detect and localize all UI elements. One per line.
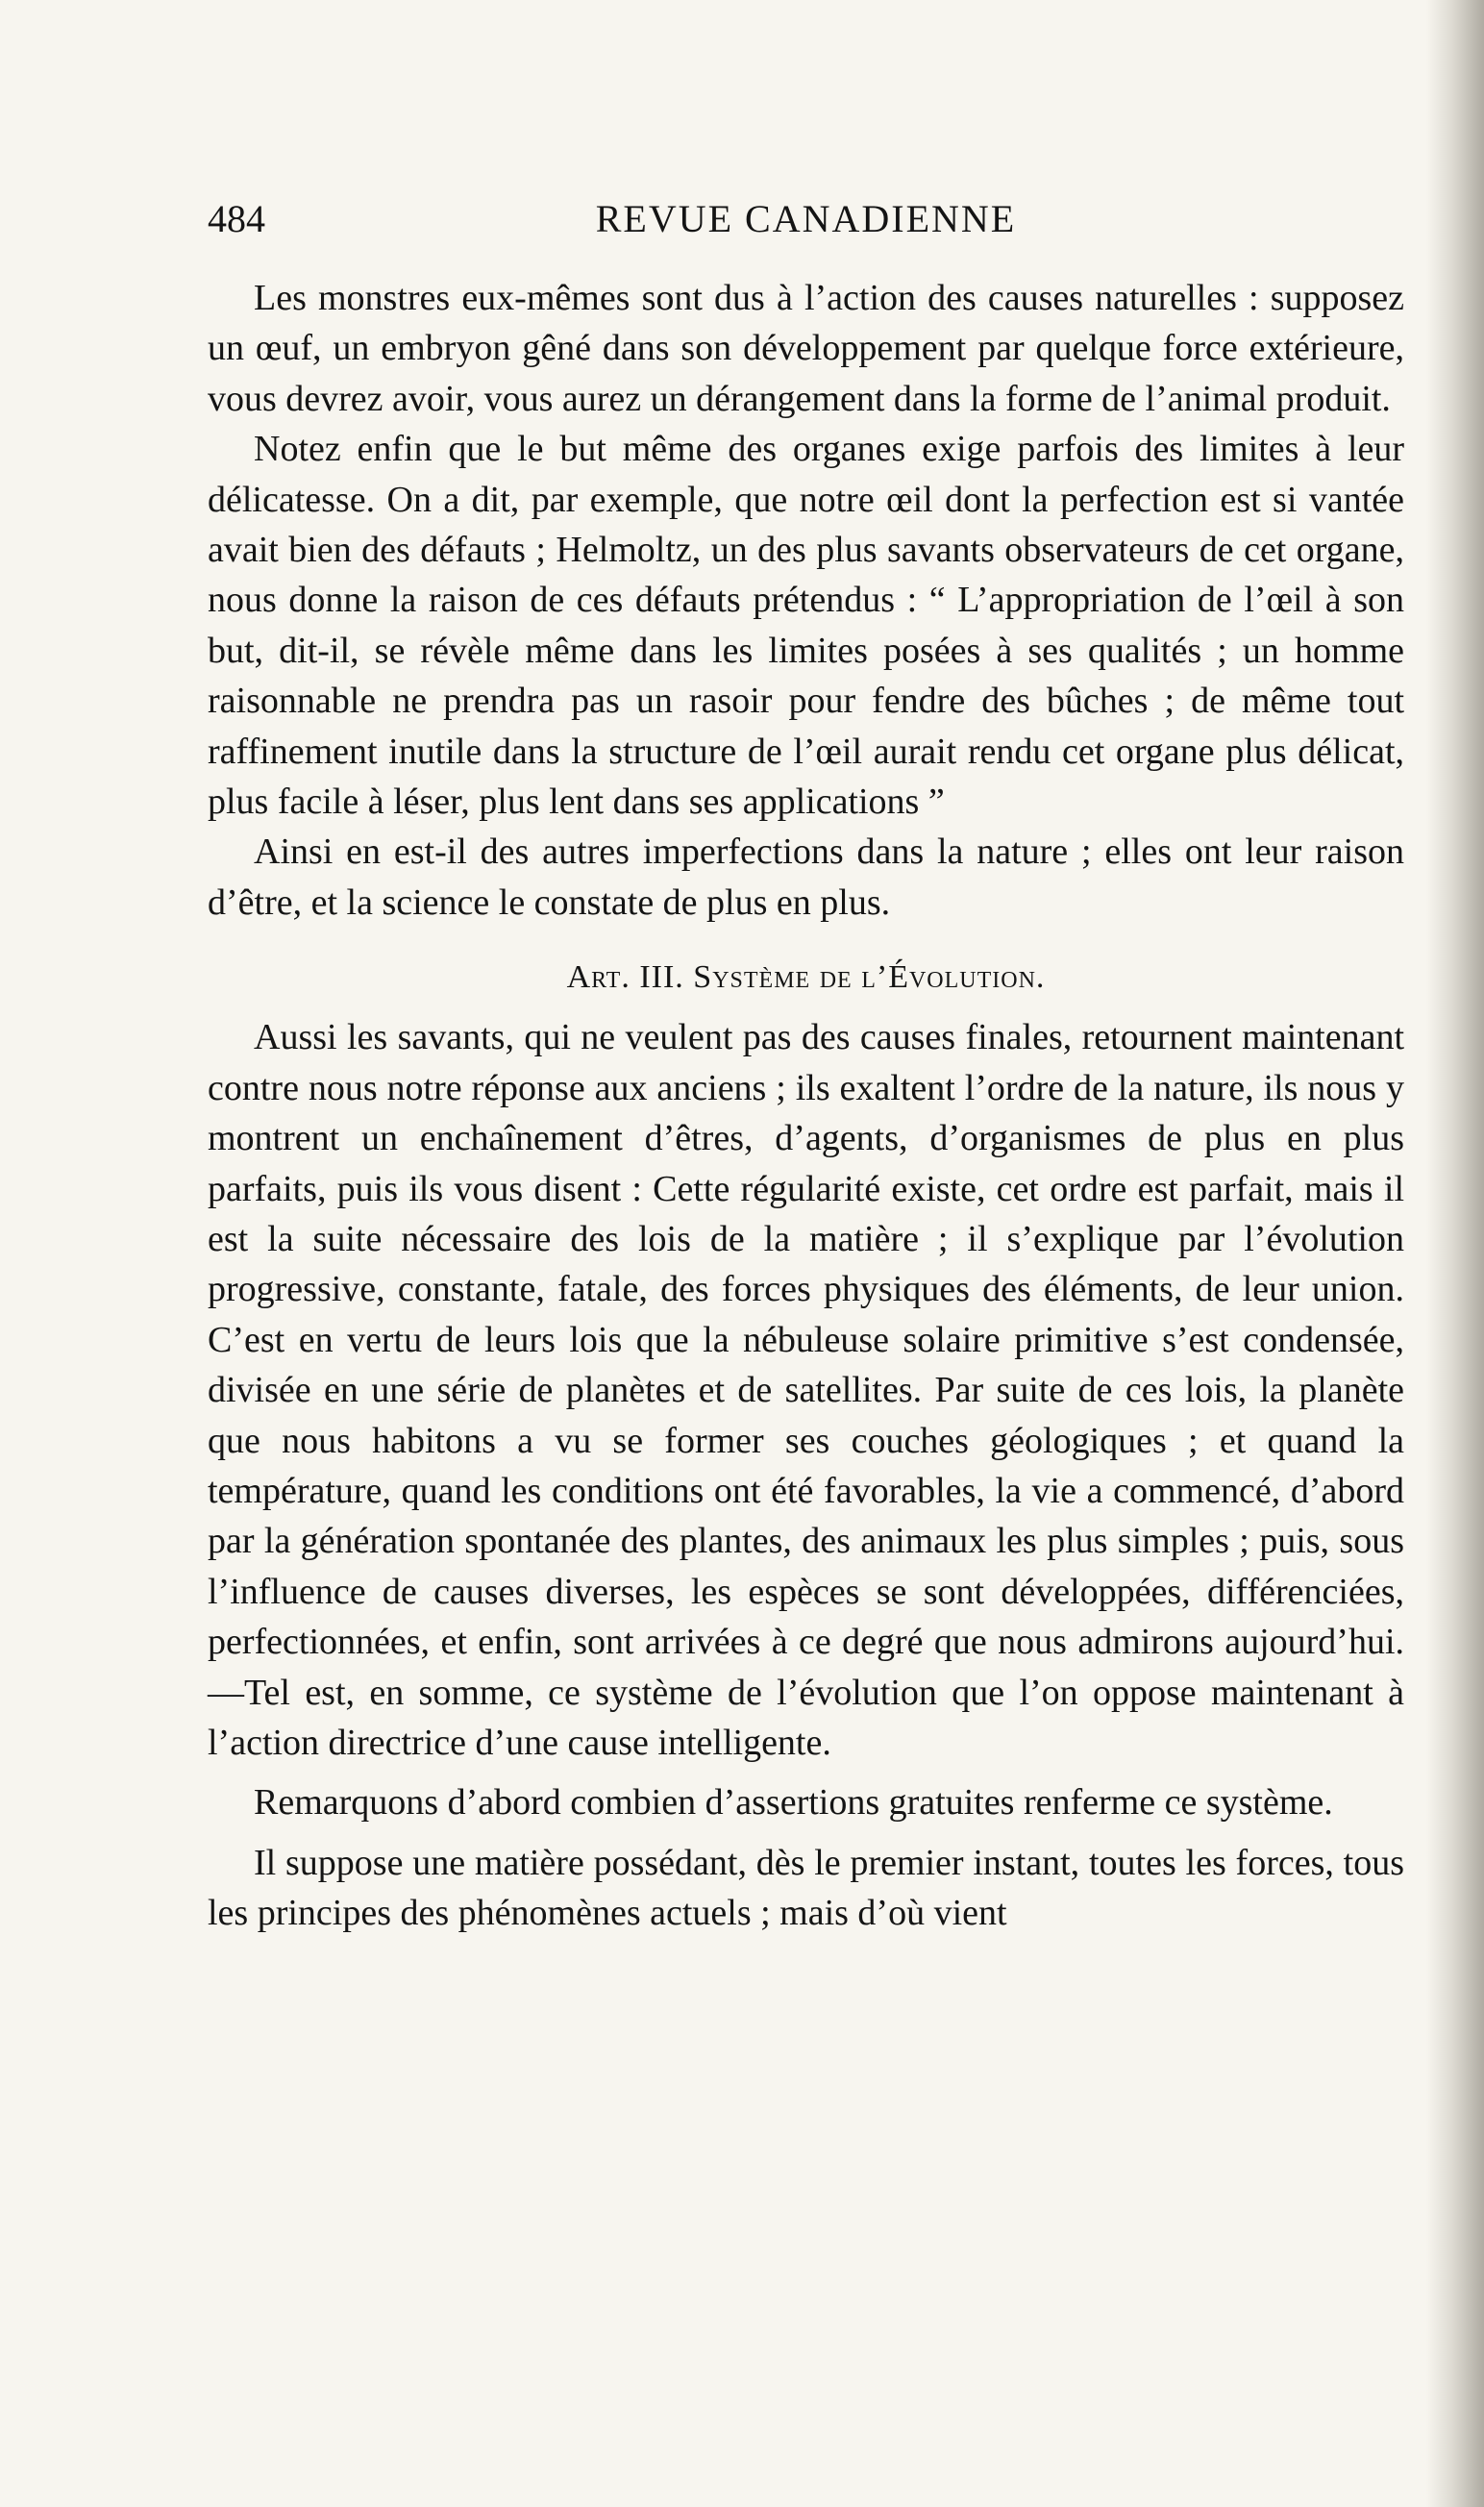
section-heading: Art. III. Système de l’Évolution. [566, 959, 1046, 996]
running-title: REVUE CANADIENNE [595, 197, 1017, 240]
paragraph-monstres: Les monstres eux-mêmes sont dus à l’action des causes naturelles : supposez un œuf, un embryon gêné dans son développement par quelque force extérieure, vous devrez avoir, vous aurez un dérangement dans la forme de l’animal produit. [208, 278, 1404, 419]
paragraph-assertions: Remarquons d’abord combien d’assertions gratuites renferme ce système. [254, 1782, 1333, 1824]
page-header [208, 192, 1404, 250]
page-number: 484 [208, 197, 265, 240]
paragraph-imperfections: Ainsi en est-il des autres imperfections dans la nature ; elles ont leur raison d’être, et la science le constate de plus en plus. [208, 832, 1404, 923]
scanned-page-edge [1426, 0, 1484, 2507]
paragraph-evolution: Aussi les savants, qui ne veulent pas des causes finales, retournent maintenant contre nous notre réponse aux anciens ; ils exaltent l’ordre de la nature, ils nous y montrent un enchaînement d’êtres, d’agents, d’organismes de plus en plus parfaits, puis ils vous disent : Cette régularité existe, cet ordre est parfait, mais il est la suite nécessaire des lois de la matière ; il s’explique par l’évolution progressive, constante, fatale, des forces physiques des éléments, de leur union. C’est en vertu de leurs lois que la nébuleuse solaire primitive s’est condensée, divisée en une série de planètes et de satellites. Par suite de ces lois, la planète que nous habitons a vu se former ses couches géologiques ; et quand la température, quand les conditions ont été favorables, la vie a commencé, d’abord par la génération spontanée des plantes, des animaux les plus simples ; puis, sous l’influence de causes diverses, les espèces se sont développées, différenciées, perfectionnées, et enfin, sont arrivées à ce degré que nous admirons aujourd’hui.—Tel est, en somme, ce système de l’évolution que l’on oppose maintenant à l’action directrice d’une cause intelligente. [208, 1017, 1404, 1763]
paragraph-organes: Notez enfin que le but même des organes exige parfois des limites à leur délicatesse. On a dit, par exemple, que notre œil dont la perfection est si vantée avait bien des défauts ; Helmoltz, un des plus savants observateurs de cet organe, nous donne la raison de ces défauts prétendus : “ L’appropriation de l’œil à son but, dit-il, se révèle même dans les limites posées à ses qualités ; un homme raisonnable ne prendra pas un rasoir pour fendre des bûches ; de même tout raffinement inutile dans la structure de l’œil aurait rendu cet organe plus délicat, plus facile à léser, plus lent dans ses applications ” [208, 429, 1404, 823]
body-text [208, 273, 1404, 1939]
paragraph-matiere: Il suppose une matière possédant, dès le premier instant, toutes les forces, tous les principes des phénomènes actuels ; mais d’où vient [208, 1842, 1404, 1934]
